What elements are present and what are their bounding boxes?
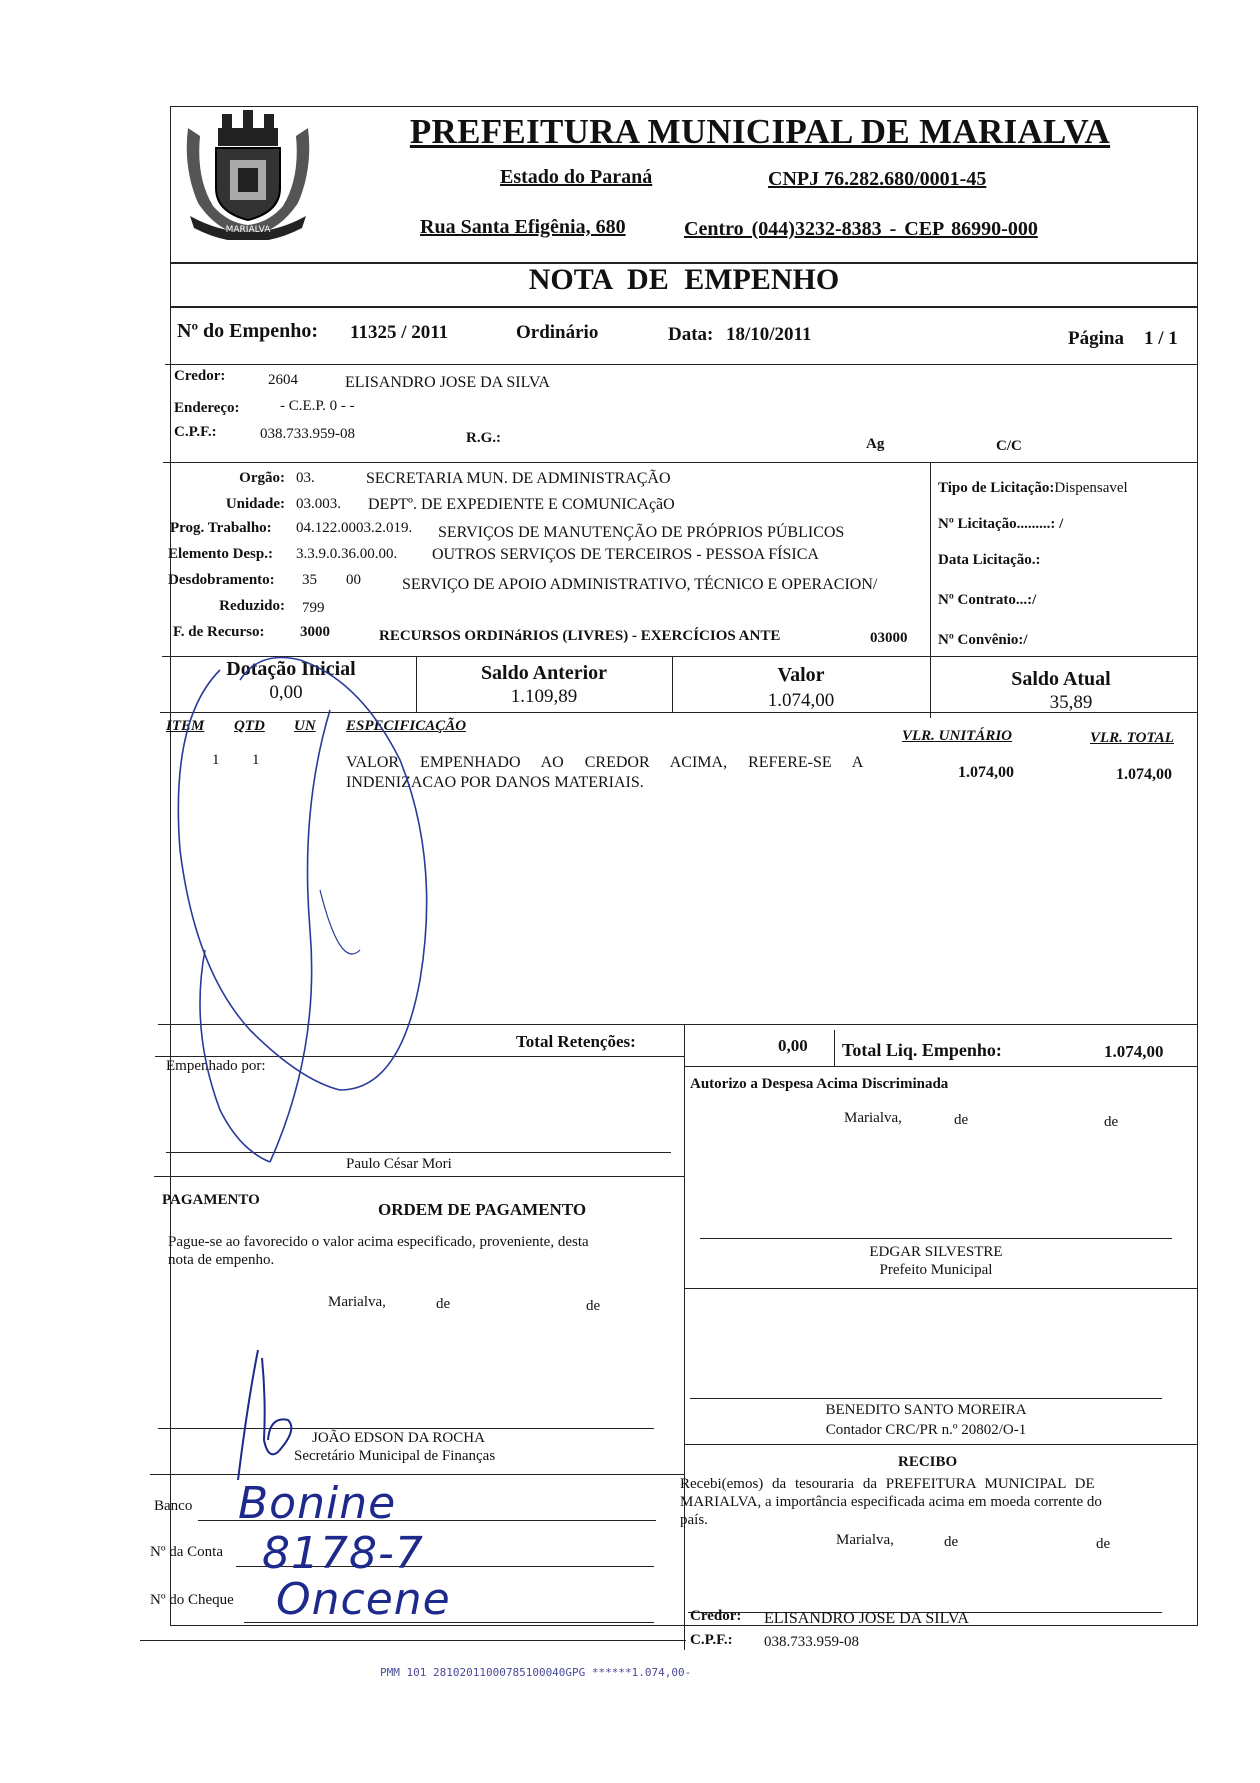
contact-info: Centro (044)3232-8383 - CEP 86990-000	[684, 218, 1038, 240]
autorizo-de2: de	[1104, 1114, 1119, 1130]
desdob-label: Desdobramento:	[168, 572, 275, 588]
banco-label: Banco	[154, 1498, 193, 1514]
ag-label: Ag	[866, 436, 885, 452]
elemento-name: OUTROS SERVIÇOS DE TERCEIROS - PESSOA FÍSICA	[432, 546, 819, 563]
unidade-name: DEPTº. DE EXPEDIENTE E COMUNICAçãO	[368, 496, 675, 513]
cnpj: CNPJ 76.282.680/0001-45	[768, 168, 987, 190]
liquido-value: 1.074,00	[1104, 1042, 1164, 1061]
seal-text: MARIALVA	[225, 225, 271, 235]
col-unit-header: VLR. UNITÁRIO	[902, 728, 1013, 744]
autorizo-de1: de	[954, 1112, 969, 1128]
saldo-anterior-value: 1.109,89	[510, 686, 578, 707]
conta-label: Nº da Conta	[150, 1544, 223, 1560]
prog-name: SERVIÇOS DE MANUTENÇÃO DE PRÓPRIOS PÚBLICOS	[438, 524, 845, 541]
valor-value: 1.074,00	[767, 690, 835, 711]
liquido-label: Total Liq. Empenho:	[842, 1040, 1002, 1060]
recibo-cpf-value: 038.733.959-08	[764, 1634, 859, 1650]
desdob-code: 35	[302, 572, 317, 588]
recurso-label: F. de Recurso:	[173, 624, 265, 640]
prog-code: 04.122.0003.2.019.	[296, 520, 413, 536]
autorizo-city: Marialva,	[844, 1110, 902, 1126]
saldo-anterior-label: Saldo Anterior	[480, 662, 608, 684]
recibo-line2: MARIALVA, a importância especificada acima em moeda corrente do	[680, 1494, 1102, 1510]
saldo-atual-value: 35,89	[1049, 692, 1093, 713]
cpf-label: C.P.F.:	[174, 424, 217, 440]
recurso-name: RECURSOS ORDINáRIOS (LIVRES) - EXERCÍCIOS ANTE	[379, 628, 781, 644]
licitacao-date: Data Licitação.:	[938, 552, 1041, 568]
rg-label: R.G.:	[466, 430, 501, 446]
banco-handwritten: Bonine	[238, 1478, 397, 1529]
secretario-name: JOÃO EDSON DA ROCHA	[312, 1430, 485, 1446]
pagamento-city: Marialva,	[328, 1294, 386, 1310]
dotacao-label: Dotação Inicial	[226, 658, 356, 680]
pagamento-label: PAGAMENTO	[162, 1192, 260, 1208]
street-address: Rua Santa Efigênia, 680	[420, 216, 626, 238]
empenhado-name: Paulo César Mori	[346, 1156, 452, 1172]
valor-label: Valor	[777, 664, 825, 686]
address-value: - C.E.P. 0 - -	[280, 398, 355, 414]
licitacao-number: Nº Licitação.........: /	[938, 516, 1064, 532]
empenho-date: 18/10/2011	[726, 324, 812, 345]
recibo-line3: país.	[680, 1512, 708, 1528]
col-item-header: ITEM	[166, 718, 205, 734]
reduzido-label: Reduzido:	[219, 598, 285, 614]
footer-code: PMM 101 28102011000785100040GPG ******1.074,00-	[380, 1666, 692, 1679]
item-unit-value: 1.074,00	[958, 764, 1014, 781]
licitacao-type-label: Tipo de Licitação:	[938, 480, 1055, 496]
state-name: Estado do Paraná	[500, 166, 653, 188]
empenho-number: 11325 / 2011	[350, 322, 449, 343]
recibo-de1: de	[944, 1534, 959, 1550]
recurso-number: 03000	[870, 630, 908, 646]
contador-name: BENEDITO SANTO MOREIRA	[825, 1402, 1027, 1418]
document-title: NOTA DE EMPENHO	[528, 263, 840, 296]
retencoes-value: 0,00	[778, 1036, 808, 1055]
col-total-header: VLR. TOTAL	[1090, 730, 1174, 746]
unidade-label: Unidade:	[225, 496, 285, 512]
recibo-title: RECIBO	[898, 1454, 958, 1470]
desdob-name: SERVIÇO DE APOIO ADMINISTRATIVO, TÉCNICO E OPERACION/	[402, 576, 878, 593]
page-number: 1 / 1	[1144, 328, 1178, 349]
recibo-city: Marialva,	[836, 1532, 894, 1548]
saldo-atual-label: Saldo Atual	[1011, 668, 1111, 690]
item-number: 1	[212, 752, 220, 768]
conta-handwritten: 8178-7	[262, 1528, 424, 1579]
recibo-credor-name: ELISANDRO JOSE DA SILVA	[764, 1610, 969, 1627]
signature-overlay	[150, 650, 490, 1170]
credor-name: ELISANDRO JOSE DA SILVA	[345, 374, 550, 391]
cc-label: C/C	[996, 438, 1022, 454]
item-spec-line1: VALOR EMPENHADO AO CREDOR ACIMA, REFERE-SE A	[346, 754, 864, 771]
pagamento-de2: de	[586, 1298, 601, 1314]
prog-label: Prog. Trabalho:	[170, 520, 272, 536]
contador-role: Contador CRC/PR n.º 20802/O-1	[825, 1422, 1027, 1438]
empenho-type: Ordinário	[516, 322, 599, 343]
recibo-line1: Recebi(emos) da tesouraria da PREFEITURA MUNICIPAL DE	[680, 1476, 1095, 1492]
page-label: Página	[1068, 328, 1124, 349]
recurso-code: 3000	[300, 624, 330, 640]
recibo-credor-label: Credor:	[690, 1608, 742, 1624]
contract-number: Nº Contrato...:/	[938, 592, 1037, 608]
elemento-label: Elemento Desp.:	[168, 546, 273, 562]
licitacao-type	[938, 480, 1128, 497]
retencoes-label: Total Retenções:	[516, 1032, 636, 1051]
secretario-signature	[228, 1340, 348, 1490]
empenhado-label: Empenhado por:	[166, 1058, 266, 1074]
reduzido-value: 799	[302, 600, 325, 616]
credor-code: 2604	[268, 372, 298, 388]
orgao-name: SECRETARIA MUN. DE ADMINISTRAÇÃO	[366, 470, 671, 487]
item-total-value: 1.074,00	[1116, 766, 1172, 783]
credor-label: Credor:	[174, 368, 226, 384]
pagamento-text-line2: nota de empenho.	[168, 1252, 275, 1268]
empenho-number-label: Nº do Empenho:	[177, 320, 319, 342]
convenio-number: Nº Convênio:/	[938, 632, 1028, 648]
budget-block	[168, 470, 928, 660]
elemento-code: 3.3.9.0.36.00.00.	[296, 546, 398, 562]
municipality-name: PREFEITURA MUNICIPAL DE MARIALVA	[409, 112, 1111, 151]
cheque-handwritten: Oncene	[276, 1574, 451, 1625]
prefeito-name: EDGAR SILVESTRE	[869, 1244, 1003, 1260]
col-spec-header: ESPECIFICAÇÃO	[346, 718, 467, 734]
pagamento-title: ORDEM DE PAGAMENTO	[378, 1200, 587, 1219]
orgao-code: 03.	[296, 470, 315, 486]
desdob-sub: 00	[346, 572, 361, 588]
secretario-role: Secretário Municipal de Finanças	[294, 1448, 496, 1464]
col-qtd-header: QTD	[234, 718, 265, 734]
dotacao-value: 0,00	[269, 682, 303, 703]
pagamento-text-line1: Pague-se ao favorecido o valor acima especificado, proveniente, desta	[168, 1234, 589, 1250]
address-label: Endereço:	[174, 400, 240, 416]
municipal-seal-icon	[178, 108, 318, 240]
empenho-date-label: Data:	[668, 324, 714, 345]
recibo-cpf-label: C.P.F.:	[690, 1632, 733, 1648]
recibo-de2: de	[1096, 1536, 1111, 1552]
col-un-header: UN	[294, 718, 316, 734]
autorizo-title: Autorizo a Despesa Acima Discriminada	[690, 1076, 949, 1092]
cheque-label: Nº do Cheque	[150, 1592, 234, 1608]
cpf-value: 038.733.959-08	[260, 426, 355, 442]
licitacao-block	[938, 480, 1193, 660]
prefeito-role: Prefeito Municipal	[879, 1262, 993, 1278]
orgao-label: Orgão:	[239, 470, 285, 486]
licitacao-type-value: Dispensavel	[1054, 480, 1128, 496]
header-title	[330, 112, 1190, 152]
pagamento-de1: de	[436, 1296, 451, 1312]
item-qty: 1	[252, 752, 260, 768]
item-spec-line2: INDENIZACAO POR DANOS MATERIAIS.	[346, 774, 644, 791]
unidade-code: 03.003.	[296, 496, 341, 512]
